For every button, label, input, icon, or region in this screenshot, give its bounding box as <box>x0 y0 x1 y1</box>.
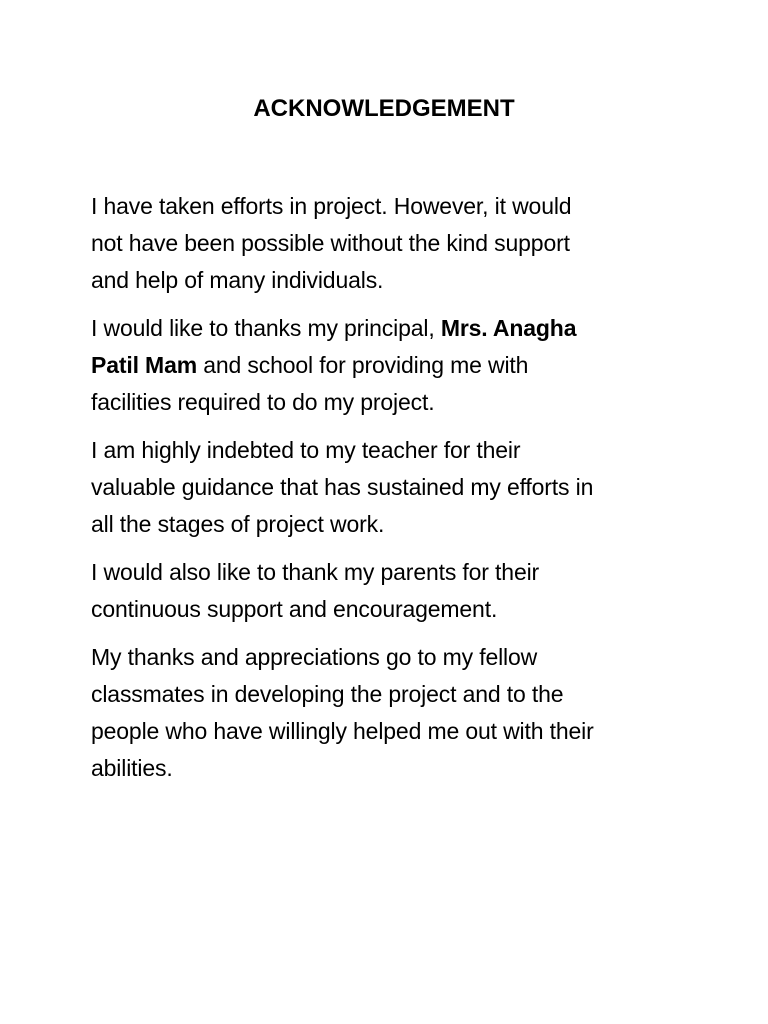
document-body <box>91 188 691 798</box>
paragraph-line: abilities. <box>91 755 173 781</box>
paragraph-line: all the stages of project work. <box>91 511 385 537</box>
paragraph-parents <box>91 554 691 628</box>
paragraph-line: continuous support and encouragement. <box>91 596 498 622</box>
principal-name-last: Patil Mam <box>91 352 198 378</box>
paragraph-line: My thanks and appreciations go to my fellow <box>91 644 538 670</box>
paragraph-line: I would also like to thank my parents for their <box>91 559 540 585</box>
paragraph-text: and school for providing me with <box>197 352 529 378</box>
paragraph-intro <box>91 188 691 299</box>
paragraph-line: and help of many individuals. <box>91 267 384 293</box>
paragraph-text: I would like to thanks my principal, <box>91 315 441 341</box>
page-title: ACKNOWLEDGEMENT <box>253 95 515 122</box>
paragraph-principal <box>91 310 691 421</box>
paragraph-classmates <box>91 639 691 787</box>
paragraph-line: facilities required to do my project. <box>91 389 435 415</box>
paragraph-line: people who have willingly helped me out with their <box>91 718 594 744</box>
principal-name-first: Mrs. Anagha <box>440 315 577 341</box>
paragraph-line: valuable guidance that has sustained my efforts in <box>91 474 594 500</box>
paragraph-line: I have taken efforts in project. However, it would <box>91 193 572 219</box>
paragraph-line: I am highly indebted to my teacher for their <box>91 437 521 463</box>
paragraph-teacher <box>91 432 691 543</box>
paragraph-line: not have been possible without the kind support <box>91 230 570 256</box>
paragraph-line: classmates in developing the project and to the <box>91 681 564 707</box>
